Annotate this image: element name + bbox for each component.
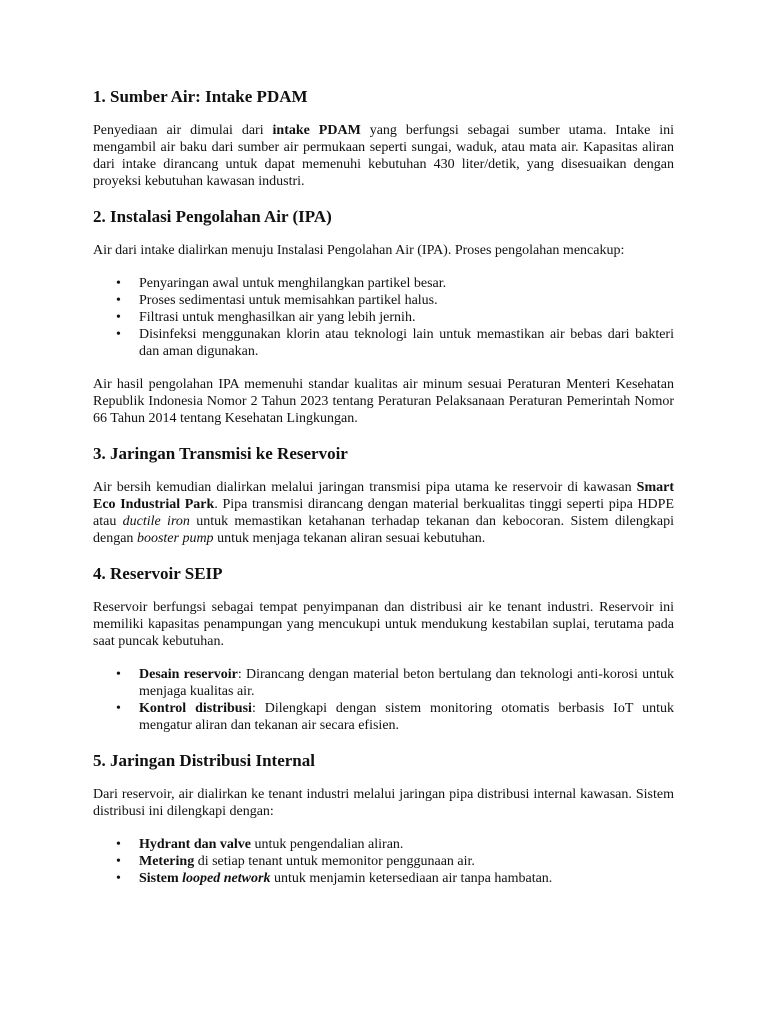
list-item: • Penyaringan awal untuk menghilangkan partikel besar. <box>139 275 674 292</box>
section-intro: Reservoir berfungsi sebagai tempat penyimpanan dan distribusi air ke tenant industri. Reservoir ini memiliki kapasitas penampungan yang mencukupi untuk mendukung kestabilan suplai, terutama pada saat puncak kebutuhan. <box>93 600 674 649</box>
process-list <box>93 275 674 360</box>
section-heading: 4. Reservoir SEIP <box>93 564 223 583</box>
text-run: Penyediaan air dimulai dari <box>93 123 273 138</box>
list-item <box>139 870 674 887</box>
section-reservoir <box>93 563 674 734</box>
text-run: untuk memastikan ketahanan terhadap tekanan dan kebocoran. Sistem dilengkapi dengan <box>93 514 674 546</box>
list-item: • Proses sedimentasi untuk memisahkan partikel halus. <box>139 292 674 309</box>
bold-text: Metering <box>139 854 195 869</box>
section-outro: Air hasil pengolahan IPA memenuhi standar kualitas air minum sesuai Peraturan Menteri Kesehatan Republik Indonesia Nomor 2 Tahun 2023 tentang Peraturan Pelaksanaan Peraturan Pemerintah Nomor 66 Tahun 2014 tentang Kesehatan Lingkungan. <box>93 377 674 426</box>
section-intro: Dari reservoir, air dialirkan ke tenant industri melalui jaringan pipa distribusi internal kawasan. Sistem distribusi ini dilengkapi dengan: <box>93 787 674 819</box>
text-run: di setiap tenant untuk memonitor penggunaan air. <box>194 854 475 869</box>
list-item <box>139 836 674 853</box>
section-intro: Air dari intake dialirkan menuju Instalasi Pengolahan Air (IPA). Proses pengolahan mencakup: <box>93 243 625 258</box>
section-transmisi <box>93 443 674 547</box>
text-run: . Pipa transmisi dirancang dengan material berkualitas tinggi seperti pipa HDPE atau <box>93 497 675 529</box>
list-item <box>139 853 674 870</box>
bold-text: Desain reservoir <box>139 667 238 682</box>
list-item <box>139 700 674 734</box>
italic-text: ductile iron <box>122 514 190 529</box>
text-run: untuk menjaga tekanan aliran sesuai kebutuhan. <box>213 531 486 546</box>
text-run: untuk pengendalian aliran. <box>251 837 404 852</box>
bold-italic-text: looped network <box>182 871 271 886</box>
section-heading: 2. Instalasi Pengolahan Air (IPA) <box>93 207 332 226</box>
bold-text: intake PDAM <box>272 123 361 138</box>
section-heading: 3. Jaringan Transmisi ke Reservoir <box>93 444 348 463</box>
bold-text: Sistem <box>139 871 183 886</box>
section-heading: 1. Sumber Air: Intake PDAM <box>93 87 308 106</box>
list-item: • Filtrasi untuk menghasilkan air yang lebih jernih. <box>139 309 674 326</box>
text-run: yang berfungsi sebagai sumber utama. Intake ini mengambil air baku dari sumber air permukaan seperti sungai, waduk, atau mata air. Kapasitas aliran dari intake dirancang untuk dapat memenuhi kebutuhan 430 liter/detik, yang disesuaikan dengan proyeksi kebutuhan kawasan industri. <box>93 123 674 189</box>
section-paragraph <box>93 122 674 190</box>
section-heading: 5. Jaringan Distribusi Internal <box>93 751 315 770</box>
list-item: • Disinfeksi menggunakan klorin atau teknologi lain untuk memastikan air bebas dari bakteri dan aman digunakan. <box>139 326 674 360</box>
italic-text: booster pump <box>136 531 214 546</box>
bold-text: Smart Eco Industrial Park <box>93 480 674 512</box>
list-item <box>139 666 674 700</box>
section-sumber-air <box>93 86 674 190</box>
bold-text: Hydrant dan valve <box>139 837 252 852</box>
bold-text: Kontrol distribusi <box>139 701 252 716</box>
text-run: Air bersih kemudian dialirkan melalui jaringan transmisi pipa utama ke reservoir di kawasan <box>93 480 637 495</box>
text-run: : Dirancang dengan material beton bertulang dan teknologi anti-korosi untuk menjaga kualitas air. <box>139 667 674 699</box>
section-distribusi <box>93 750 674 887</box>
distribution-list <box>93 836 674 887</box>
section-ipa <box>93 206 674 427</box>
document-page <box>93 86 674 903</box>
text-run: untuk menjamin ketersediaan air tanpa hambatan. <box>270 871 553 886</box>
text-run: : Dilengkapi dengan sistem monitoring otomatis berbasis IoT untuk mengatur aliran dan tekanan air secara efisien. <box>139 701 674 733</box>
reservoir-list <box>93 666 674 734</box>
section-paragraph <box>93 479 674 547</box>
